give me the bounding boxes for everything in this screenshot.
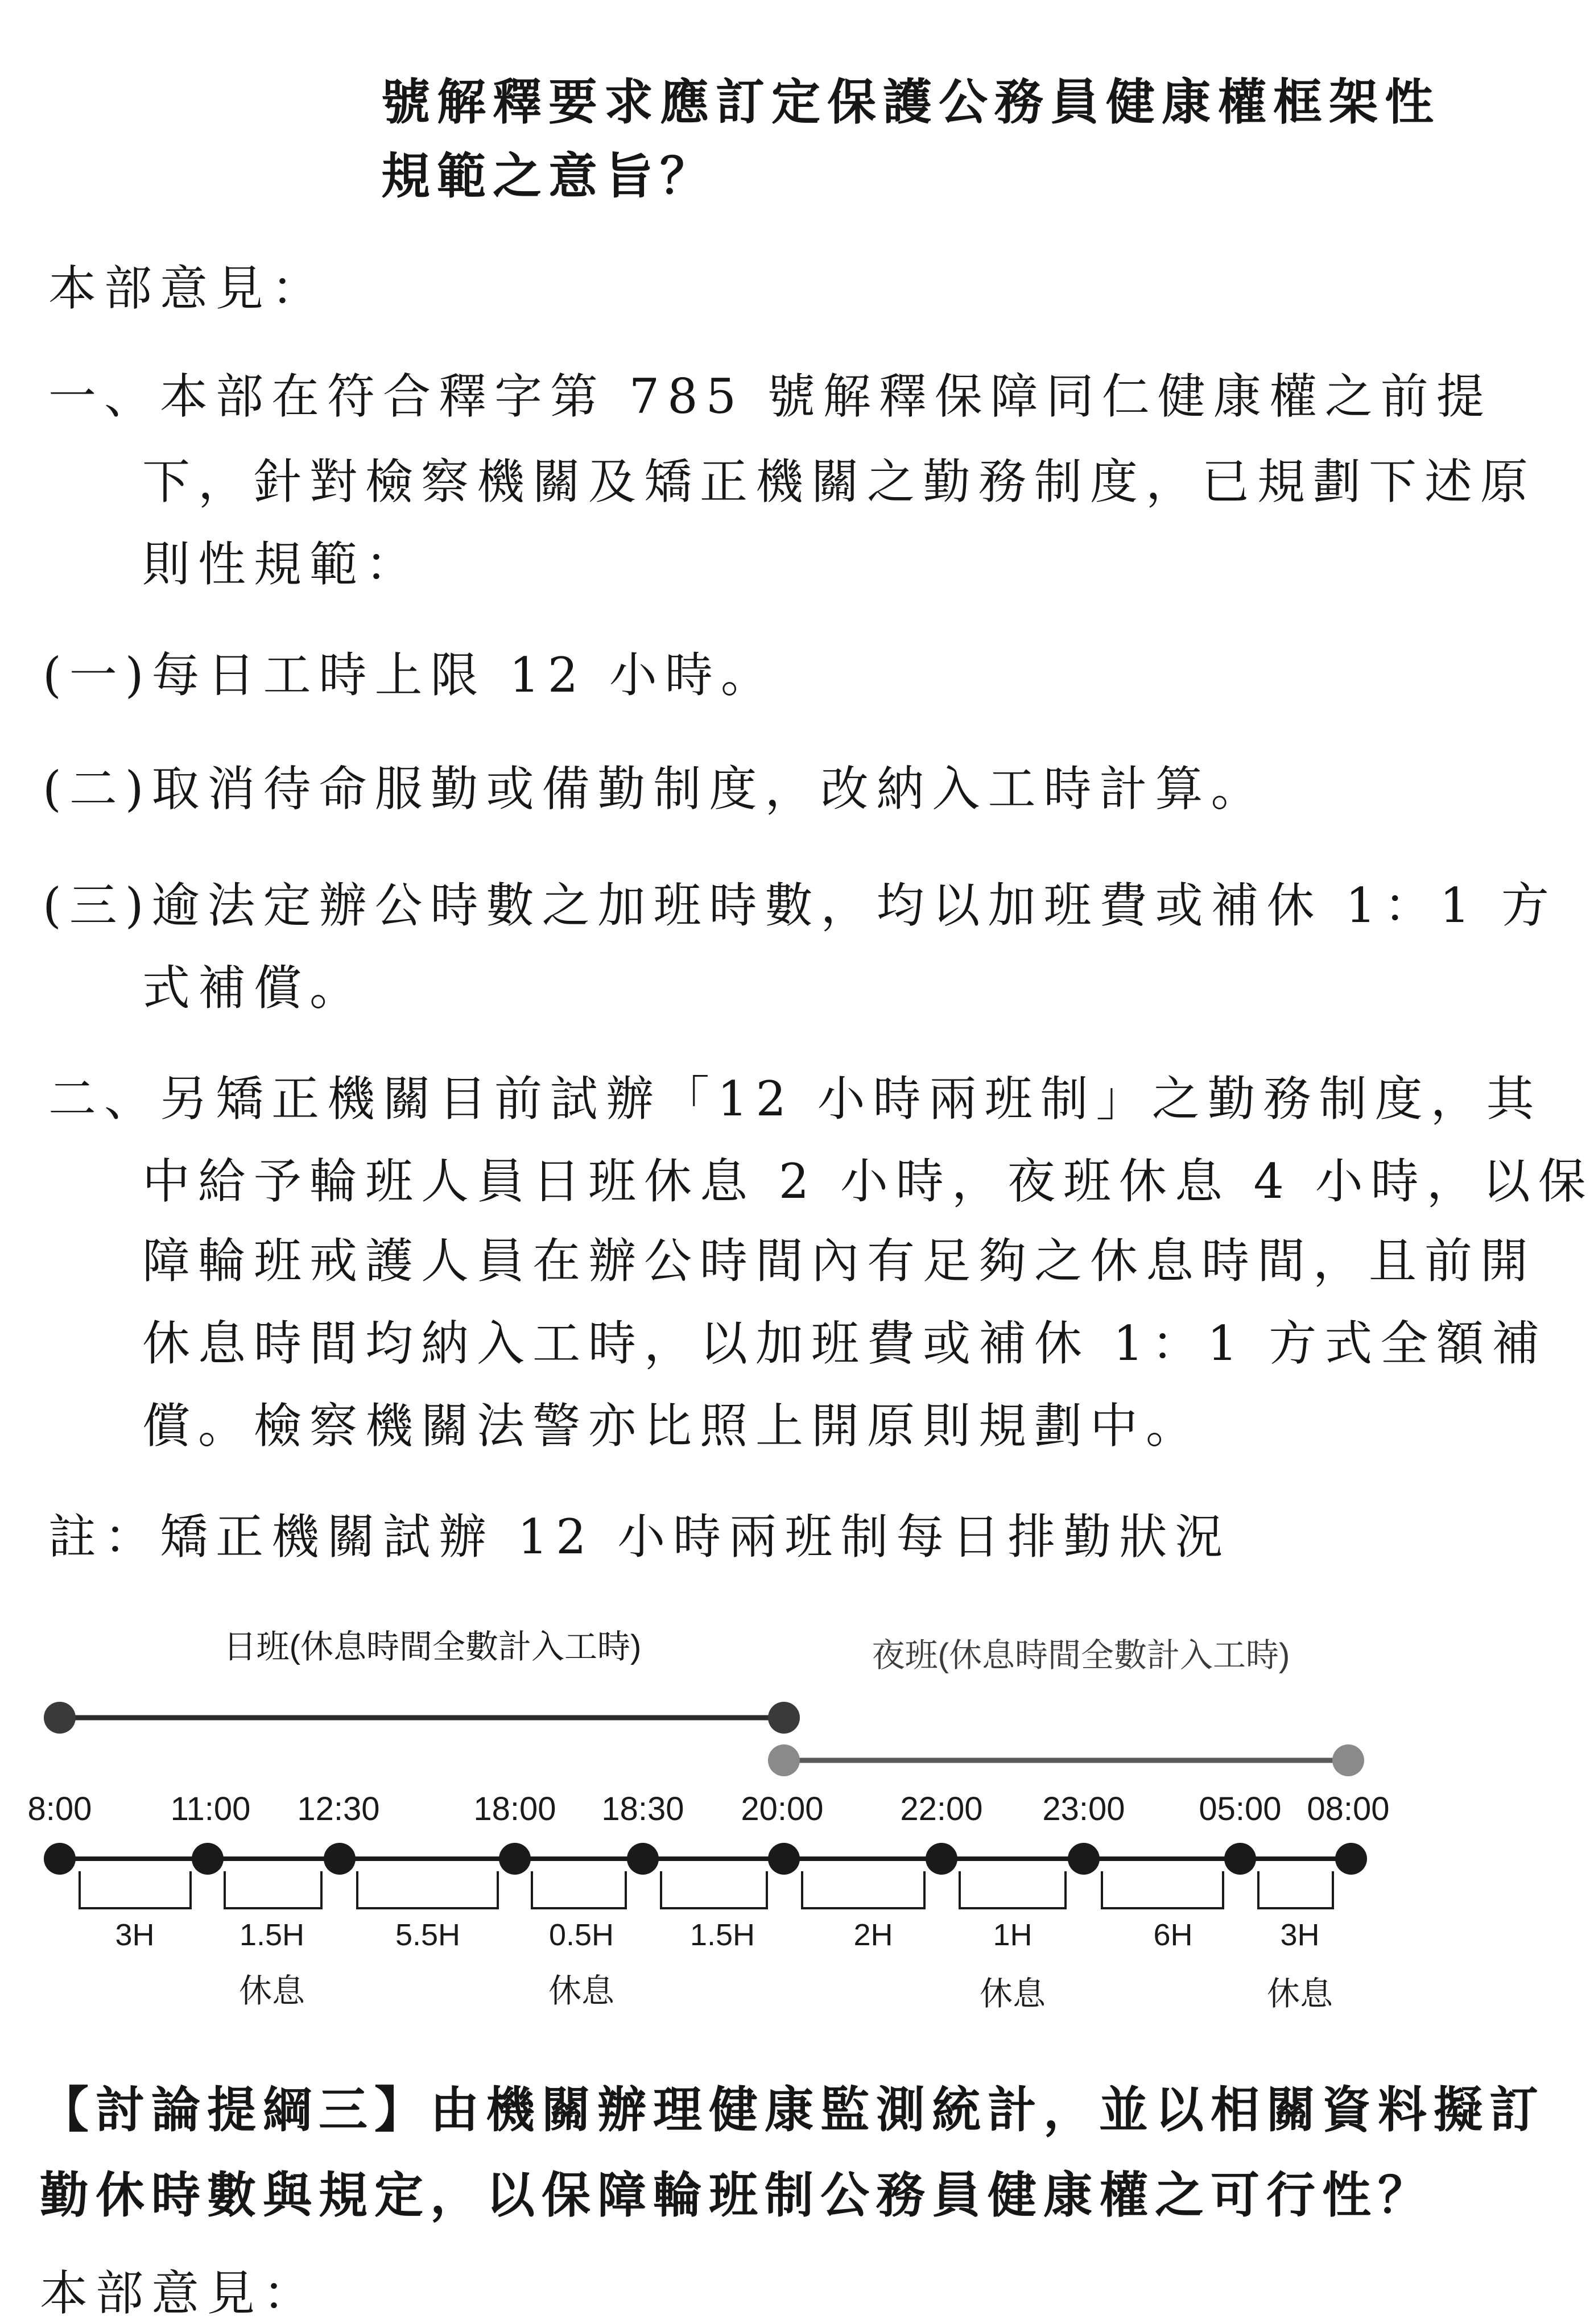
section-1-line-2: 下，針對檢察機關及矯正機關之勤務制度，已規劃下述原: [142, 454, 1537, 510]
segment-bracket: [960, 1871, 1066, 1908]
discussion-line-1: 【討論提綱三】由機關辦理健康監測統計，並以相關資料擬訂: [40, 2081, 1545, 2139]
duration-label: 6H: [1153, 1918, 1193, 1952]
time-dot: [499, 1843, 531, 1875]
segment-bracket: [80, 1871, 191, 1908]
rest-label: 休息: [238, 1972, 305, 2009]
time-labels: [28, 1790, 1390, 1827]
rest-label: 休息: [1266, 1975, 1333, 2012]
rest-label: 休息: [979, 1975, 1046, 2012]
rest-labels: [239, 1972, 1333, 2012]
duration-label: 1.5H: [239, 1918, 305, 1952]
time-dot: [768, 1843, 800, 1875]
time-dot: [1335, 1843, 1367, 1875]
section-1-line-3: 則性規範：: [142, 536, 422, 592]
segment-bracket: [1102, 1871, 1223, 1908]
item-1: (一)每日工時上限 12 小時。: [43, 647, 777, 703]
time-dot: [926, 1843, 957, 1875]
time-label: 8:00: [27, 1790, 92, 1827]
time-label: 18:00: [473, 1790, 556, 1827]
note: 註：矯正機關試辦 12 小時兩班制每日排勤狀況: [48, 1509, 1231, 1565]
duration-label: 1H: [993, 1918, 1033, 1952]
time-dot: [44, 1843, 76, 1875]
time-dot: [627, 1843, 659, 1875]
segment-brackets: [80, 1871, 1333, 1908]
time-dot: [1224, 1843, 1256, 1875]
segment-bracket: [1258, 1871, 1333, 1908]
duration-labels: [115, 1918, 1319, 1952]
shift-timeline: [0, 1604, 1418, 2025]
night-shift-end-dot: [1332, 1744, 1364, 1776]
segment-bracket: [802, 1871, 924, 1908]
opinion-label-2: 本部意見：: [40, 2265, 319, 2321]
duration-label: 3H: [1280, 1918, 1320, 1952]
discussion-line-2: 勤休時數與規定，以保障輪班制公務員健康權之可行性？: [40, 2166, 1434, 2224]
duration-label: 2H: [853, 1918, 893, 1952]
section-2-line-3: 障輪班戒護人員在辦公時間內有足夠之休息時間，且前開: [142, 1233, 1537, 1289]
item-3-line-2: 式補償。: [142, 960, 366, 1016]
day-shift-label: 日班(休息時間全數計入工時): [223, 1628, 642, 1665]
section-2-line-1: 二、另矯正機關目前試辦「12 小時兩班制」之勤務制度，其: [48, 1071, 1542, 1127]
item-3-line-1: (三)逾法定辦公時數之加班時數，均以加班費或補休 1：1 方: [43, 878, 1557, 933]
duration-label: 1.5H: [689, 1918, 755, 1952]
segment-bracket: [357, 1871, 498, 1908]
time-label: 12:30: [297, 1790, 380, 1827]
night-shift-label: 夜班(休息時間全數計入工時): [872, 1637, 1290, 1674]
time-dot: [324, 1843, 356, 1875]
segment-bracket: [661, 1871, 767, 1908]
section-2-line-2: 中給予輪班人員日班休息 2 小時，夜班休息 4 小時，以保: [142, 1153, 1594, 1209]
time-label: 20:00: [741, 1790, 824, 1827]
section-1-line-1: 一、本部在符合釋字第 785 號解釋保障同仁健康權之前提: [48, 369, 1492, 424]
night-shift-start-dot: [768, 1744, 800, 1776]
time-label: 22:00: [900, 1790, 983, 1827]
header-line-1: 號解釋要求應訂定保護公務員健康權框架性: [381, 73, 1440, 131]
duration-label: 3H: [115, 1918, 155, 1952]
section-2-line-5: 償。檢察機關法警亦比照上開原則規劃中。: [142, 1398, 1202, 1454]
duration-label: 0.5H: [548, 1918, 614, 1952]
duration-label: 5.5H: [395, 1918, 461, 1952]
time-label: 23:00: [1042, 1790, 1125, 1827]
time-dot: [1068, 1843, 1100, 1875]
time-dot: [192, 1843, 224, 1875]
section-2-line-4: 休息時間均納入工時，以加班費或補休 1：1 方式全額補: [142, 1316, 1548, 1371]
time-label: 18:30: [601, 1790, 684, 1827]
opinion-label: 本部意見：: [48, 260, 328, 316]
item-2: (二)取消待命服勤或備勤制度，改納入工時計算。: [43, 761, 1267, 817]
day-shift-start-dot: [44, 1702, 76, 1734]
header-line-2: 規範之意旨？: [381, 147, 716, 205]
segment-bracket: [225, 1871, 321, 1908]
time-label: 11:00: [170, 1790, 251, 1827]
time-label: 08:00: [1307, 1790, 1390, 1827]
time-label: 05:00: [1199, 1790, 1282, 1827]
segment-bracket: [532, 1871, 626, 1908]
day-shift-end-dot: [768, 1702, 800, 1734]
rest-label: 休息: [548, 1972, 615, 2009]
